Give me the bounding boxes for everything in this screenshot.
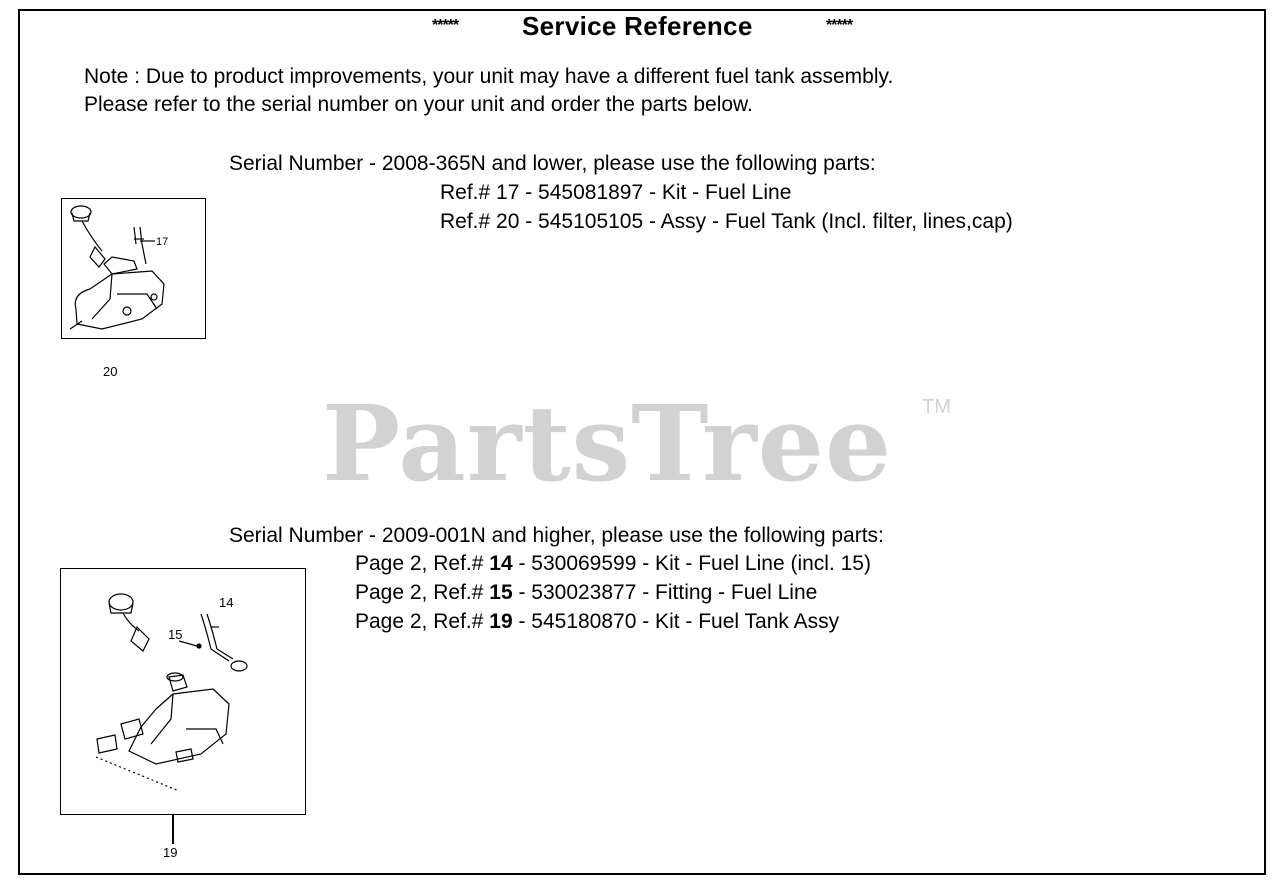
- part-description: - 545105105 - Assy - Fuel Tank (Incl. filter, lines,cap): [519, 210, 1013, 233]
- note-line-1: Note : Due to product improvements, your unit may have a different fuel tank assembly.: [84, 65, 894, 88]
- note-line-2: Please refer to the serial number on your unit and order the parts below.: [84, 93, 753, 116]
- part-description: - 530069599 - Kit - Fuel Line (incl. 15): [512, 552, 871, 575]
- serial-old: Serial Number - 2008-365N and lower, please use the following parts:: [229, 152, 876, 175]
- fuel-tank-new-drawing: [61, 569, 305, 814]
- ref-prefix: Ref.#: [440, 210, 497, 233]
- ref-number: 19: [489, 610, 513, 633]
- ref-number: 14: [489, 552, 513, 575]
- part-row: [440, 210, 1013, 234]
- figure-old-fuel-tank: [61, 198, 206, 339]
- ref-number: 20: [496, 210, 520, 233]
- header: [0, 11, 1280, 43]
- part-row: [440, 181, 791, 205]
- part-description: - 545180870 - Kit - Fuel Tank Assy: [512, 610, 840, 633]
- serial-new: Serial Number - 2009-001N and higher, please use the following parts:: [229, 524, 884, 547]
- callout-17: 17: [156, 236, 169, 248]
- ref-number: 15: [489, 581, 513, 604]
- page-title: Service Reference: [522, 11, 753, 41]
- fuel-tank-old-drawing: [62, 199, 205, 338]
- part-row: [355, 552, 871, 576]
- callout-14: 14: [219, 595, 234, 610]
- stars-left: *****: [432, 17, 459, 34]
- ref-prefix: Page 2, Ref.#: [355, 581, 490, 604]
- stars-right: *****: [826, 17, 853, 34]
- figure-label-19: 19: [163, 845, 178, 860]
- callout-15: 15: [168, 627, 183, 642]
- part-description: - 545081897 - Kit - Fuel Line: [519, 181, 792, 204]
- ref-prefix: Ref.#: [440, 181, 497, 204]
- ref-prefix: Page 2, Ref.#: [355, 610, 490, 633]
- watermark-tm: TM: [922, 396, 951, 418]
- figure-new-fuel-tank: [60, 568, 306, 815]
- figure-leader-line: [172, 814, 174, 844]
- part-row: [355, 610, 839, 634]
- watermark-logo: PartsTree: [322, 382, 893, 505]
- ref-number: 17: [496, 181, 520, 204]
- part-description: - 530023877 - Fitting - Fuel Line: [512, 581, 818, 604]
- figure-label-20: 20: [103, 364, 118, 379]
- ref-prefix: Page 2, Ref.#: [355, 552, 490, 575]
- part-row: [355, 581, 817, 605]
